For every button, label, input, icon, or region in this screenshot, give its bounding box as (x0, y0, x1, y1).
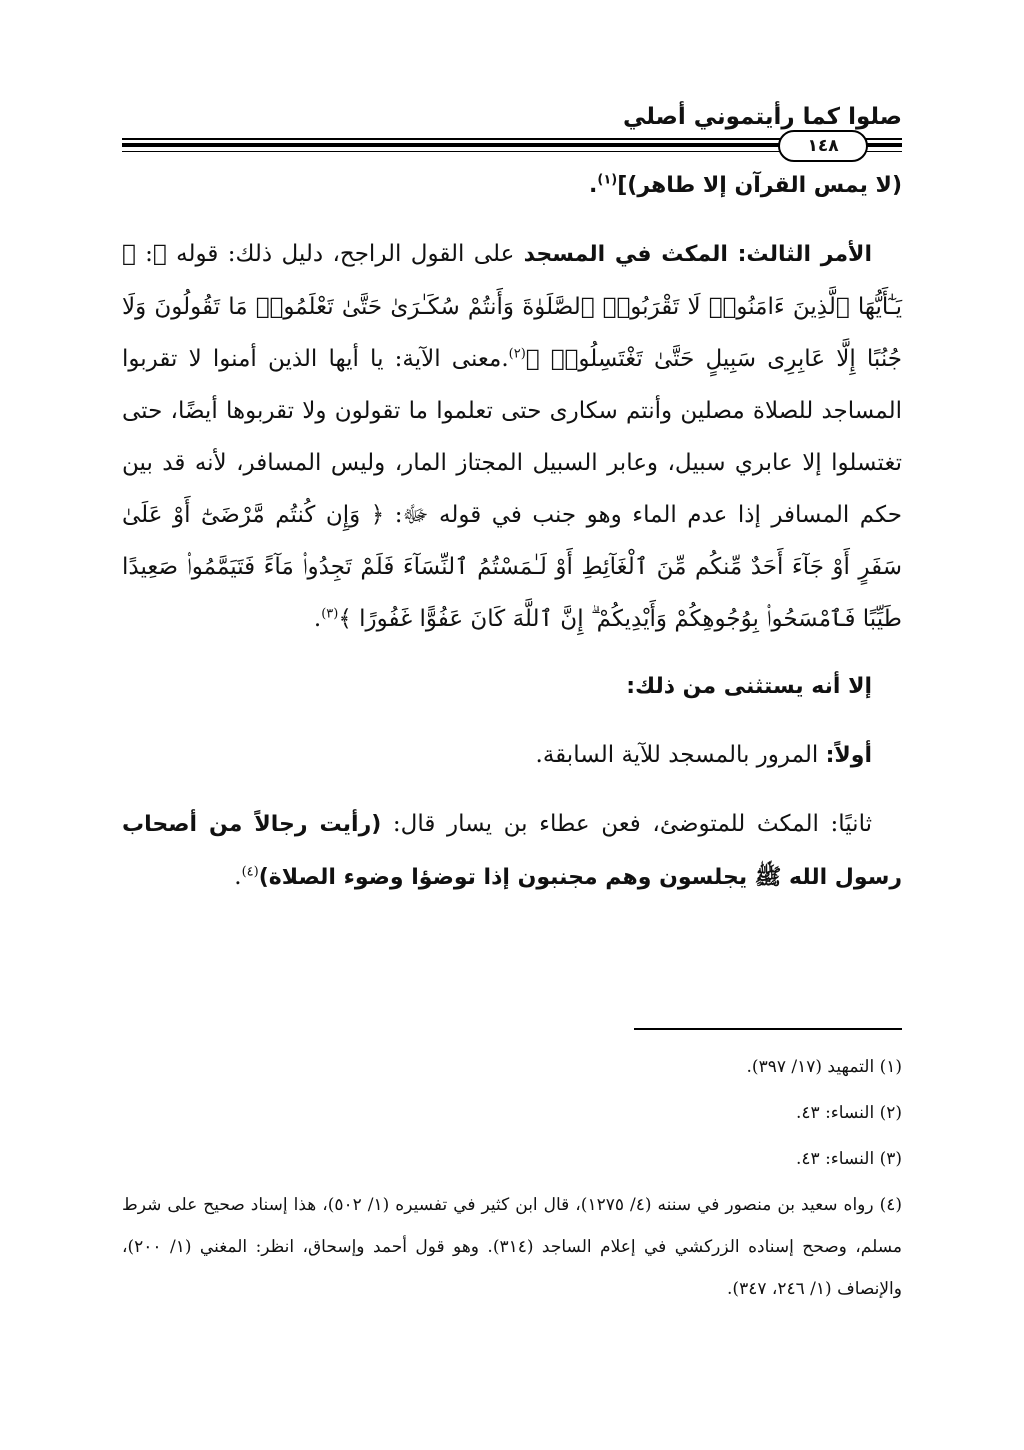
exception-heading: إلا أنه يستثنى من ذلك: (626, 674, 872, 699)
quran-verse-2: ﴿ وَإِن كُنتُم مَّرْضَىٰٓ أَوْ عَلَىٰ سَفَرٍ أَوْ جَآءَ أَحَدٌ مِّنكُم مِّنَ ٱلْغَآئِطِ أَوْ لَـٰمَسْتُمُ ٱلنِّسَآءَ فَلَمْ تَجِدُوا۟ مَآءً فَتَيَمَّمُوا۟ صَعِيدًا طَيِّبًا فَٱمْسَحُوا۟ بِوُجُوهِكُمْ وَأَيْدِيكُمْ ۗ إِنَّ ٱللَّهَ كَانَ عَفُوًّا غَفُورًا ﴾ (122, 502, 902, 632)
main-text (122, 160, 902, 904)
item-2-quote: (رأيت رجالاً من أصحاب رسول الله ﷺ يجلسون وهم مجنبون إذا توضؤا وضوء الصلاة) (122, 812, 902, 890)
item-2-end: . (234, 864, 242, 890)
third-matter-text: على القول الراجح، دليل ذلك: قوله ﷻ: (135, 241, 524, 267)
exception-item-2 (122, 798, 902, 904)
item-1-text: المرور بالمسجد للآية السابقة. (535, 742, 826, 768)
footnote-separator (634, 1028, 902, 1030)
third-matter-lead: الأمر الثالث: المكث في المسجد (523, 242, 872, 267)
footnote-4: (٤) رواه سعيد بن منصور في سننه (٤/ ١٢٧٥)، قال ابن كثير في تفسيره (١/ ٥٠٢)، هذا إسناد صحيح على شرط مسلم، وصحح إسناده الزركشي في إعلام الساجد (٣١٤). وهو قول أحمد وإسحاق، انظر: المغني (١/ ٢٠٠)، والإنصاف (١/ ٢٤٦، ٣٤٧). (122, 1195, 902, 1299)
running-title: صلوا كما رأيتموني أصلي (622, 104, 902, 130)
footnote-1: (١) التمهيد (١٧/ ٣٩٧). (746, 1057, 902, 1077)
continued-quote-line (122, 160, 902, 212)
exception-item-1 (122, 729, 902, 782)
footnote-ref-1: (١) (597, 172, 618, 188)
footnote-2: (٢) النساء: ٤٣. (796, 1103, 902, 1123)
footnote-ref-2: (٢) (508, 346, 526, 362)
paragraph-end: . (313, 606, 322, 632)
continued-quote-end: . (589, 173, 598, 198)
item-2-lead: ثانيًا: (830, 811, 872, 837)
footnotes (122, 1046, 902, 1310)
verse-explanation: .معنى الآية: يا أيها الذين أمنوا لا تقربوا المساجد للصلاة مصلين وأنتم سكارى حتى تعلموا ما تقولون ولا تقربوها أيضًا، حتى تغتسلوا إلا عابري سبيل، وعابر السبيل المجتاز المار، وليس المسافر، لأنه قد بين حكم المسافر إذا عدم الماء وهو جنب في قوله ﷻ: (122, 346, 902, 528)
footnote-ref-3: (٣) (321, 606, 339, 622)
item-1-lead: أولاً: (825, 743, 872, 768)
quran-verse-1: ﴿ يَـٰٓأَيُّهَا ٱلَّذِينَ ءَامَنُوا۟ لَا تَقْرَبُوا۟ ٱلصَّلَوٰةَ وَأَنتُمْ سُكَـٰرَىٰ حَتَّىٰ تَعْلَمُوا۟ مَا تَقُولُونَ وَلَا جُنُبًا إِلَّا عَابِرِى سَبِيلٍ حَتَّىٰ تَغْتَسِلُوا۟ ﴾ (122, 241, 902, 372)
item-2-text: المكث للمتوضئ، فعن عطاء بن يسار قال: (381, 811, 831, 837)
continued-quote: (لا يمس القرآن إلا طاهر)] (617, 173, 902, 198)
paragraph-third-matter (122, 228, 902, 645)
page-number: ١٤٨ (778, 130, 868, 162)
footnote-ref-4: (٤) (241, 864, 259, 880)
footnote-3: (٣) النساء: ٤٣. (796, 1149, 902, 1169)
